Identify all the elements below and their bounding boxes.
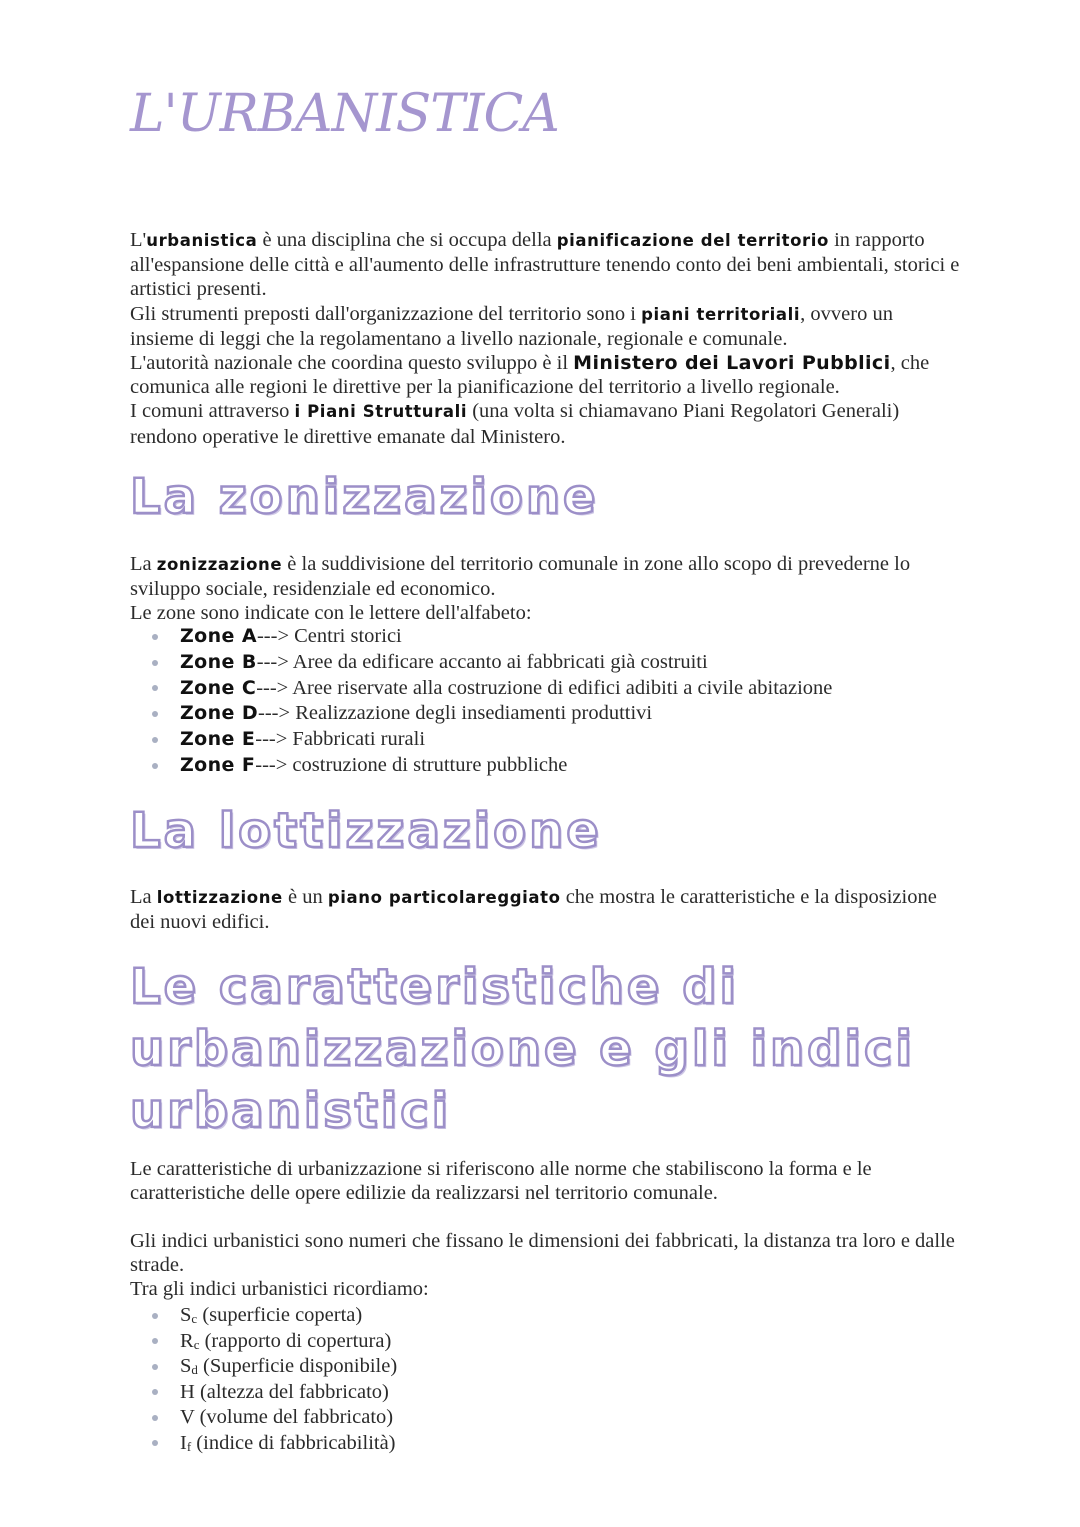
highlight-term: piani territoriali [641,304,801,324]
index-description: (rapporto di copertura) [199,1329,392,1352]
index-description: (Superficie disponibile) [197,1355,398,1377]
zone-label: Zone C [180,676,257,699]
highlight-term: piano particolareggiato [327,888,561,907]
list-item [152,1329,397,1355]
index-symbol: H [180,1380,195,1403]
list-item [152,701,832,727]
zone-description: ---> costruzione di strutture pubbliche [255,753,568,776]
list-item [152,1303,397,1329]
zone-description: ---> Aree da edificare accanto ai fabbricati già costruiti [256,650,708,673]
highlight-term: urbanistica [146,231,258,250]
text: è la suddivisione del territorio comunale in zone allo scopo di prevederne lo sviluppo sociale, residenziale ed economico. [130,553,911,601]
index-subscript: c [193,1336,200,1352]
text: è un [282,886,328,908]
heading-line: urbanistici [130,1083,452,1139]
section-heading-caratteristiche [130,956,915,1142]
zone-label: Zone B [180,650,257,673]
heading-line: urbanizzazione e gli indici [130,1021,915,1077]
list-item [152,1431,397,1457]
index-subscript: f [186,1438,192,1454]
text: , che comunica alle regioni le direttive per la pianificazione del territorio a livello regionale. [130,352,930,399]
index-symbol: S [180,1355,192,1377]
zone-label: Zone D [180,702,259,725]
text: I comuni attraverso [130,400,295,423]
list-item [152,727,832,753]
text: Le zone sono indicate con le lettere dell'alfabeto: [130,602,532,625]
index-symbol: R [180,1329,194,1352]
list-item [152,676,832,702]
lottizzazione-paragraph [130,885,960,934]
list-item [152,624,832,650]
text: è una disciplina che si occupa della [257,229,557,251]
text: , ovvero un insieme di leggi che la regolamentano a livello nazionale, regionale e comunale. [130,302,893,350]
text: La [130,553,157,575]
intro-paragraph [130,228,960,449]
caratteristiche-paragraph: Le caratteristiche di urbanizzazione si riferiscono alle norme che stabiliscono la forma e le caratteristiche delle opere edilizie da realizzarsi nel territorio comunale. [130,1158,872,1205]
indices-list [152,1303,397,1456]
zone-label: Zone E [180,728,256,751]
index-subscript: c [191,1311,198,1326]
list-item [152,650,832,676]
list-item [152,1405,397,1431]
index-description: (altezza del fabbricato) [194,1380,389,1403]
section-heading-lottizzazione: La lottizzazione [130,803,602,859]
index-symbol: I [180,1431,187,1454]
section-heading-zonizzazione: La zonizzazione [130,469,599,525]
list-item [152,1354,397,1380]
highlight-term: zonizzazione [156,555,283,574]
text: Gli indici urbanistici sono numeri che fissano le dimensioni dei fabbricati, la distanza tra loro e dalle strade. [130,1230,955,1277]
text: (una volta si chiamavano Piani Regolatori Generali) rendono operative le direttive emanate dal Ministero. [130,400,900,448]
highlight-term: Ministero dei Lavori Pubblici [573,352,891,375]
zone-description: ---> Centri storici [256,625,402,647]
text: La [130,886,157,908]
highlight-term: i Piani Strutturali [294,402,468,422]
zone-description: ---> Realizzazione degli insediamenti produttivi [258,702,653,725]
list-item [152,1380,397,1406]
highlight-term: pianificazione del territorio [556,231,829,250]
text: che mostra le caratteristiche e la disposizione dei nuovi edifici. [130,886,937,934]
heading-line: Le caratteristiche di [130,959,739,1015]
text: L' [130,229,147,251]
zones-list [152,624,832,779]
zone-label: Zone A [180,625,257,647]
text: in rapporto all'espansione delle città e all'aumento delle infrastrutture tenendo conto dei beni ambientali, storici e artistici presenti. [130,229,960,301]
highlight-term: lottizzazione [156,888,283,907]
index-symbol: S [180,1304,192,1326]
index-description: (indice di fabbricabilità) [191,1431,396,1454]
page-title: L'URBANISTICA [130,84,559,144]
index-subscript: d [191,1362,198,1377]
index-symbol: V [180,1406,195,1428]
index-description: (superficie coperta) [197,1304,363,1326]
text: L'autorità nazionale che coordina questo sviluppo è il [130,352,574,375]
zone-label: Zone F [180,753,256,776]
text: Tra gli indici urbanistici ricordiamo: [130,1278,429,1301]
zone-description: ---> Fabbricati rurali [255,728,426,751]
list-item [152,753,832,779]
text: Gli strumenti preposti dall'organizzazione del territorio sono i [130,302,642,325]
indici-paragraph [130,1229,960,1302]
zonizzazione-paragraph [130,552,960,626]
zone-description: ---> Aree riservate alla costruzione di edifici adibiti a civile abitazione [256,676,833,699]
index-description: (volume del fabbricato) [194,1406,394,1428]
